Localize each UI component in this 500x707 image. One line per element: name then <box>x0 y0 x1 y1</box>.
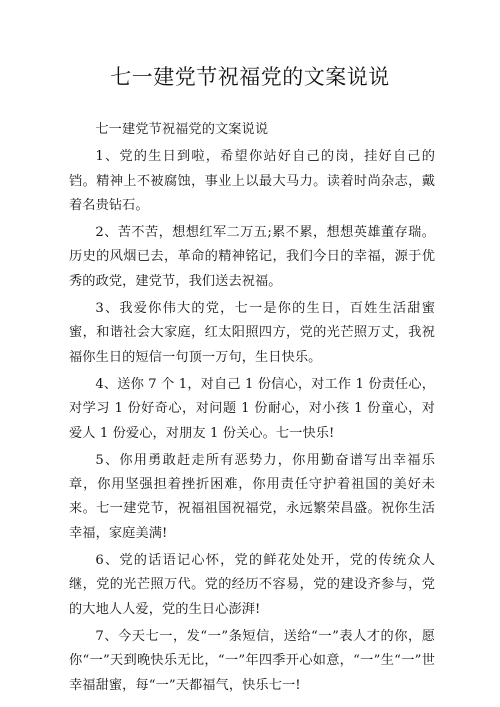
paragraph-4: 4、送你 7 个 1，对自己 1 份信心，对工作 1 份责任心，对学习 1 份好奇心，对问题 1 份耐心，对小孩 1 份童心，对爱人 1 份爱心，对朋友 1 份关心。七一快乐! <box>69 376 435 441</box>
paragraph-5: 5、你用勇敢赶走所有恶势力，你用勤奋谱写出幸福乐章，你用坚强担着挫折困难，你用责任守护着祖国的美好未来。七一建党节，祝福祖国祝福党，永远繁荣昌盛。祝你生活幸福，家庭美满! <box>69 452 435 541</box>
paragraph-1: 1、党的生日到啦，希望你站好自己的岗，挂好自己的铛。精神上不被腐蚀，事业上以最大马力。读着时尚杂志，戴着名贵钻石。 <box>69 149 435 213</box>
paragraph-3: 3、我爱你伟大的党，七一是你的生日，百姓生活甜蜜蜜，和谐社会大家庭，红太阳照四方，党的光芒照万丈，我祝福你生日的短信一句顶一万句，生日快乐。 <box>69 301 435 365</box>
paragraph-2: 2、苦不苦，想想红军二万五;累不累，想想英雄董存瑞。历史的风烟已去，革命的精神铭记，我们今日的幸福，源于优秀的政党，建党节，我们送去祝福。 <box>69 225 435 289</box>
paragraph-6: 6、党的话语记心怀，党的鲜花处处开，党的传统众人继，党的光芒照万代。党的经历不容易，党的建设齐参与，党的大地人人爱，党的生日心澎湃! <box>69 553 435 617</box>
paragraph-7: 7、今天七一，发“一”条短信，送给“一”表人才的你，愿你“一”天到晚快乐无比，“一”年四季开心如意，“一”生“一”世幸福甜蜜，每“一”天都福气，快乐七一! <box>69 628 435 693</box>
document-subtitle: 七一建党节祝福党的文案说说 <box>95 122 269 137</box>
document-title: 七一建党节祝福党的文案说说 <box>110 65 390 89</box>
document-body <box>69 118 435 701</box>
